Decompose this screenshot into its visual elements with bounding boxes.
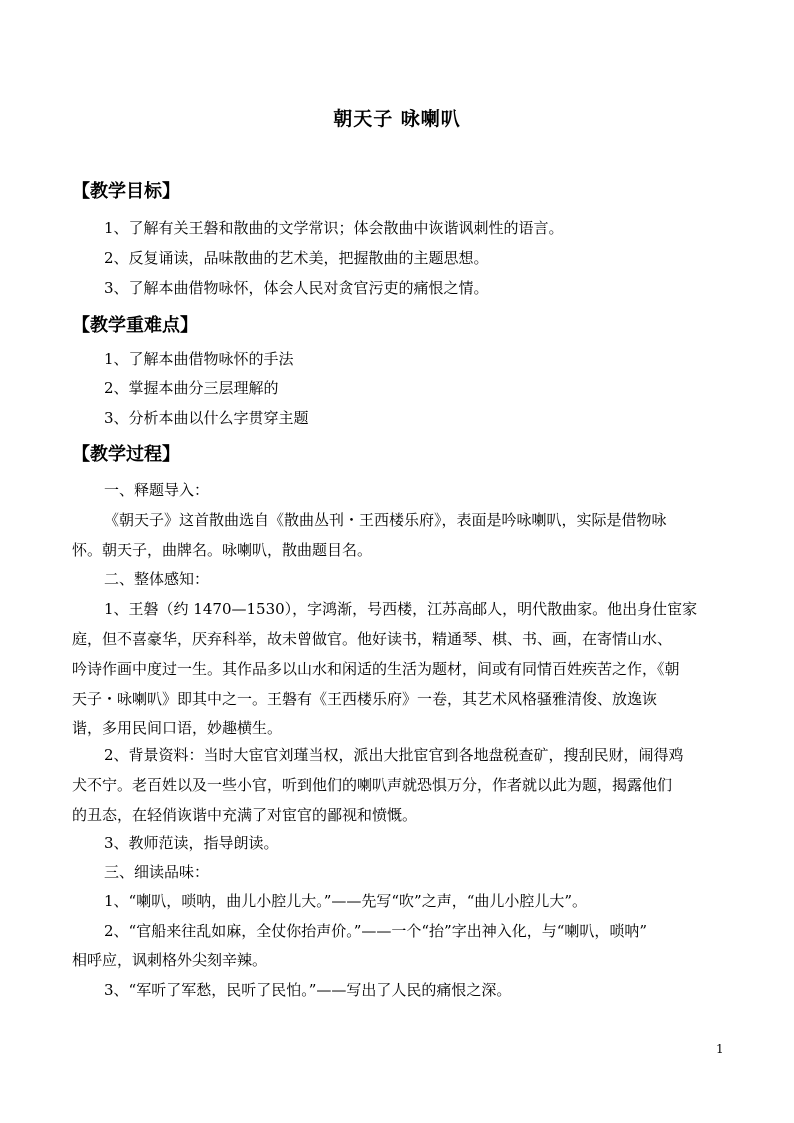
process-line: 2、背景资料：当时大宦官刘瑾当权，派出大批宦官到各地盘税查矿，搜刮民财，闹得鸡 xyxy=(104,746,684,764)
process-line: 庭，但不喜豪华，厌弃科举，故未曾做官。他好读书，精通琴、棋、书、画，在寄情山水、 xyxy=(72,630,673,648)
objective-item: 3、了解本曲借物咏怀，体会人民对贪官污吏的痛恨之情。 xyxy=(104,279,489,297)
page-number: 1 xyxy=(716,1042,724,1056)
process-line: 《朝天子》这首散曲选自《散曲丛刊・王西楼乐府》，表面是吟咏喇叭，实际是借物咏 xyxy=(104,511,667,529)
process-line: 1、王磐（约 1470—1530），字鸿渐，号西楼，江苏高邮人，明代散曲家。他出身仕宦家 xyxy=(104,600,698,618)
section-heading-objectives: 【教学目标】 xyxy=(72,181,180,202)
key-point-item: 3、分析本曲以什么字贯穿主题 xyxy=(104,409,309,427)
key-point-item: 2、掌握本曲分三层理解的 xyxy=(104,379,279,397)
process-line: 三、细读品味： xyxy=(104,863,210,881)
process-line: 二、整体感知： xyxy=(104,570,210,588)
section-heading-process: 【教学过程】 xyxy=(72,444,180,465)
process-line: 犬不宁。老百姓以及一些小官，听到他们的喇叭声就恐惧万分，作者就以此为题，揭露他们 xyxy=(72,776,673,794)
process-line: 吟诗作画中度过一生。其作品多以山水和闲适的生活为题材，间或有同情百姓疾苦之作，《朝 xyxy=(72,660,680,678)
section-heading-key-points: 【教学重难点】 xyxy=(72,315,198,336)
process-line: 相呼应，讽刺格外尖刻辛辣。 xyxy=(72,951,268,969)
process-line: 1、“喇叭，唢呐，曲儿小腔儿大。”——先写“吹”之声，“曲儿小腔儿大”。 xyxy=(104,892,588,910)
process-line: 怀。朝天子，曲牌名。咏喇叭，散曲题目名。 xyxy=(72,541,373,559)
process-line: 2、“官船来往乱如麻，全仗你抬声价。”——一个“抬”字出神入化，与“喇叭，唢呐” xyxy=(104,922,648,940)
process-line: 3、“军听了军愁，民听了民怕。”——写出了人民的痛恨之深。 xyxy=(104,981,512,999)
process-line: 谐，多用民间口语，妙趣横生。 xyxy=(72,719,283,737)
process-line: 天子・咏喇叭》即其中之一。王磐有《王西楼乐府》一卷，其艺术风格骚雅清俊、放逸诙 xyxy=(72,690,658,708)
objective-item: 2、反复诵读，品味散曲的艺术美，把握散曲的主题思想。 xyxy=(104,249,489,267)
key-point-item: 1、了解本曲借物咏怀的手法 xyxy=(104,350,294,368)
process-line: 一、释题导入： xyxy=(104,481,210,499)
objective-item: 1、了解有关王磐和散曲的文学常识；体会散曲中诙谐讽刺性的语言。 xyxy=(104,219,564,237)
process-line: 的丑态，在轻俏诙谐中充满了对宦官的鄙视和愤慨。 xyxy=(72,806,418,824)
process-line: 3、教师范读，指导朗读。 xyxy=(104,834,279,852)
page-title: 朝天子 咏喇叭 xyxy=(333,108,461,130)
